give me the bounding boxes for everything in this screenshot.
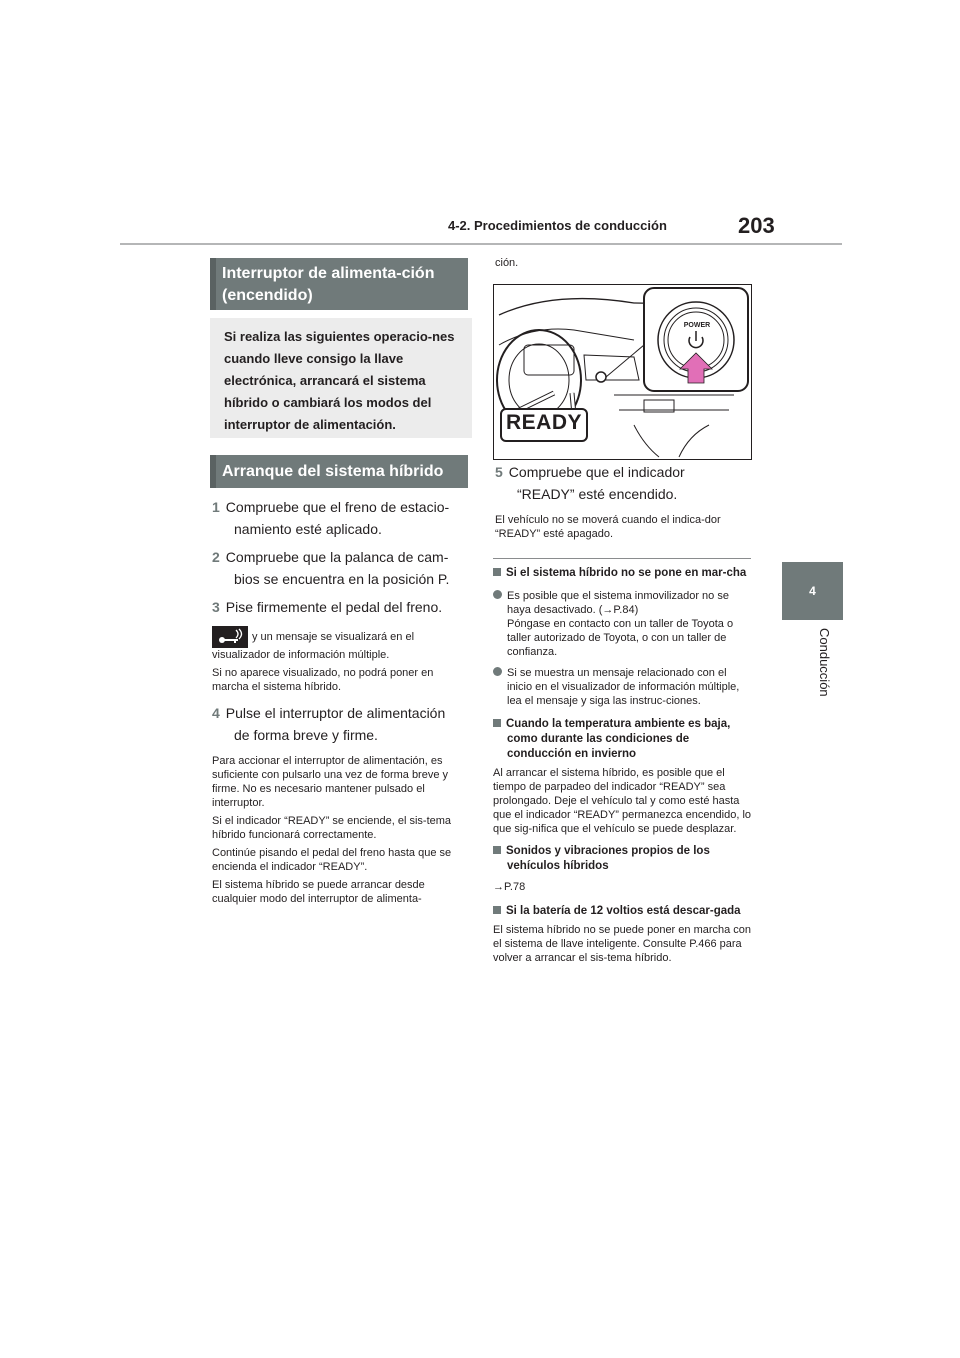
- note-heading: [493, 844, 753, 874]
- step-3-warning: Si no aparece visualizado, no podrá poner en marcha el sistema híbrido.: [212, 667, 434, 693]
- step-1: [212, 496, 470, 540]
- note-heading: [493, 904, 753, 919]
- step-text-cont: “READY” esté encendido.: [517, 486, 678, 502]
- heading-accent-bar: [210, 455, 216, 488]
- step-2: [212, 546, 470, 590]
- note-heading-text: Si el sistema híbrido no se pone en mar-cha: [506, 567, 747, 579]
- power-button-label: POWER: [683, 322, 711, 329]
- note-bullet-text-cont: Póngase en contacto con un taller de Toyota o taller autorizado de Toyota, o con un taller de confianza.: [507, 618, 734, 658]
- note-bullet-text: Es posible que el sistema inmovilizador no se haya desactivado. (→P.84): [507, 590, 729, 616]
- step-4-note-4: El sistema híbrido se puede arrancar desde cualquier modo del interruptor de alimenta-: [212, 879, 425, 905]
- page-number: 203: [738, 213, 775, 238]
- square-bullet-icon: [493, 568, 501, 576]
- circle-bullet-icon: [493, 667, 502, 676]
- notes-section: [493, 566, 753, 965]
- step-text: Pulse el interruptor de alimentación: [225, 705, 446, 721]
- intro-box: Si realiza las siguientes operacio-nes cuando lleve consigo la llave electrónica, arrancará el sistema híbrido o cambiará los modos del interruptor de alimentación.: [210, 318, 472, 438]
- note-heading: [493, 717, 753, 762]
- steps-list-right: [495, 461, 753, 541]
- note-heading-text: Si la batería de 12 voltios está descar-gada: [506, 905, 741, 917]
- dashboard-illustration: [493, 284, 752, 460]
- key-indicator-icon: [212, 626, 248, 648]
- step-3-note-text: y un mensaje se visualizará en el visualizador de información múltiple.: [212, 630, 415, 661]
- note-body: →P.78: [493, 881, 526, 893]
- heading-accent-bar: [210, 258, 216, 310]
- square-bullet-icon: [493, 719, 501, 727]
- note-heading-text: Sonidos y vibraciones propios de los vehículos híbridos: [506, 845, 710, 872]
- chapter-tab-label: Conducción: [817, 628, 832, 697]
- running-header: 4-2. Procedimientos de conducción: [448, 218, 667, 233]
- note-bullet: [493, 666, 753, 708]
- note-body: Al arrancar el sistema híbrido, es posible que el tiempo de parpadeo del indicador “READY” sea prolongado. Deje el vehículo tal y como esté hasta que el indicador “READY” permanezca encendido, lo que sig-nifica que el vehículo se puede desplazar.: [493, 767, 752, 835]
- step-text-cont: de forma breve y firme.: [234, 727, 378, 743]
- step-text: Pise firmemente el pedal del freno.: [225, 599, 443, 615]
- step-number: 3: [212, 599, 220, 615]
- step-4-note-1: Para accionar el interruptor de alimentación, es suficiente con pulsarlo una vez de forma breve y firme. No es necesario mantener pulsado el interruptor.: [212, 755, 449, 809]
- notes-divider: [493, 558, 751, 559]
- step-5-note: El vehículo no se moverá cuando el indica-dor “READY” esté apagado.: [495, 514, 721, 540]
- section-heading-text: Interruptor de alimenta-ción (encendido): [222, 265, 435, 304]
- section-heading-text: Arranque del sistema híbrido: [222, 463, 444, 480]
- step-text-cont: bios se encuentra en la posición P.: [234, 571, 450, 587]
- step-number: 2: [212, 549, 220, 565]
- note-bullet: [493, 589, 753, 659]
- circle-bullet-icon: [493, 590, 502, 599]
- step-text-cont: namiento esté aplicado.: [234, 521, 382, 537]
- step-text: Compruebe que la palanca de cam-: [225, 549, 449, 565]
- note-body: El sistema híbrido no se puede poner en marcha con el sistema de llave inteligente. Consulte P.466 para volver a arrancar el sis-tema híbrido.: [493, 924, 752, 964]
- step-text: Compruebe que el indicador: [508, 464, 685, 480]
- square-bullet-icon: [493, 906, 501, 914]
- section-heading-power-switch: [210, 258, 468, 310]
- step-text: Compruebe que el freno de estacio-: [225, 499, 450, 515]
- step-4-note-3: Continúe pisando el pedal del freno hasta que se encienda el indicador “READY”.: [212, 847, 452, 873]
- header-divider: [120, 243, 842, 245]
- step-number: 5: [495, 464, 503, 480]
- step-5: [495, 461, 753, 505]
- note-bullet-text: Si se muestra un mensaje relacionado con el inicio en el visualizador de información múltiple, lea el mensaje y siga las instruc-ciones.: [507, 667, 740, 707]
- step-number: 4: [212, 705, 220, 721]
- chapter-tab: 4: [782, 562, 843, 620]
- step-4-note-2: Si el indicador “READY” se enciende, el sis-tema híbrido funcionará correctamente.: [212, 815, 452, 841]
- section-heading-hybrid-start: [210, 455, 468, 488]
- note-heading: [493, 566, 753, 581]
- continuation-text: ción.: [495, 257, 519, 269]
- step-3: [212, 596, 470, 618]
- step-3-note: [212, 626, 470, 662]
- note-heading-text: Cuando la temperatura ambiente es baja, como durante las condiciones de conducción en invierno: [506, 718, 731, 760]
- step-number: 1: [212, 499, 220, 515]
- steps-list-left: [212, 496, 470, 906]
- square-bullet-icon: [493, 846, 501, 854]
- ready-indicator-label: READY: [505, 411, 582, 434]
- step-4: [212, 702, 470, 746]
